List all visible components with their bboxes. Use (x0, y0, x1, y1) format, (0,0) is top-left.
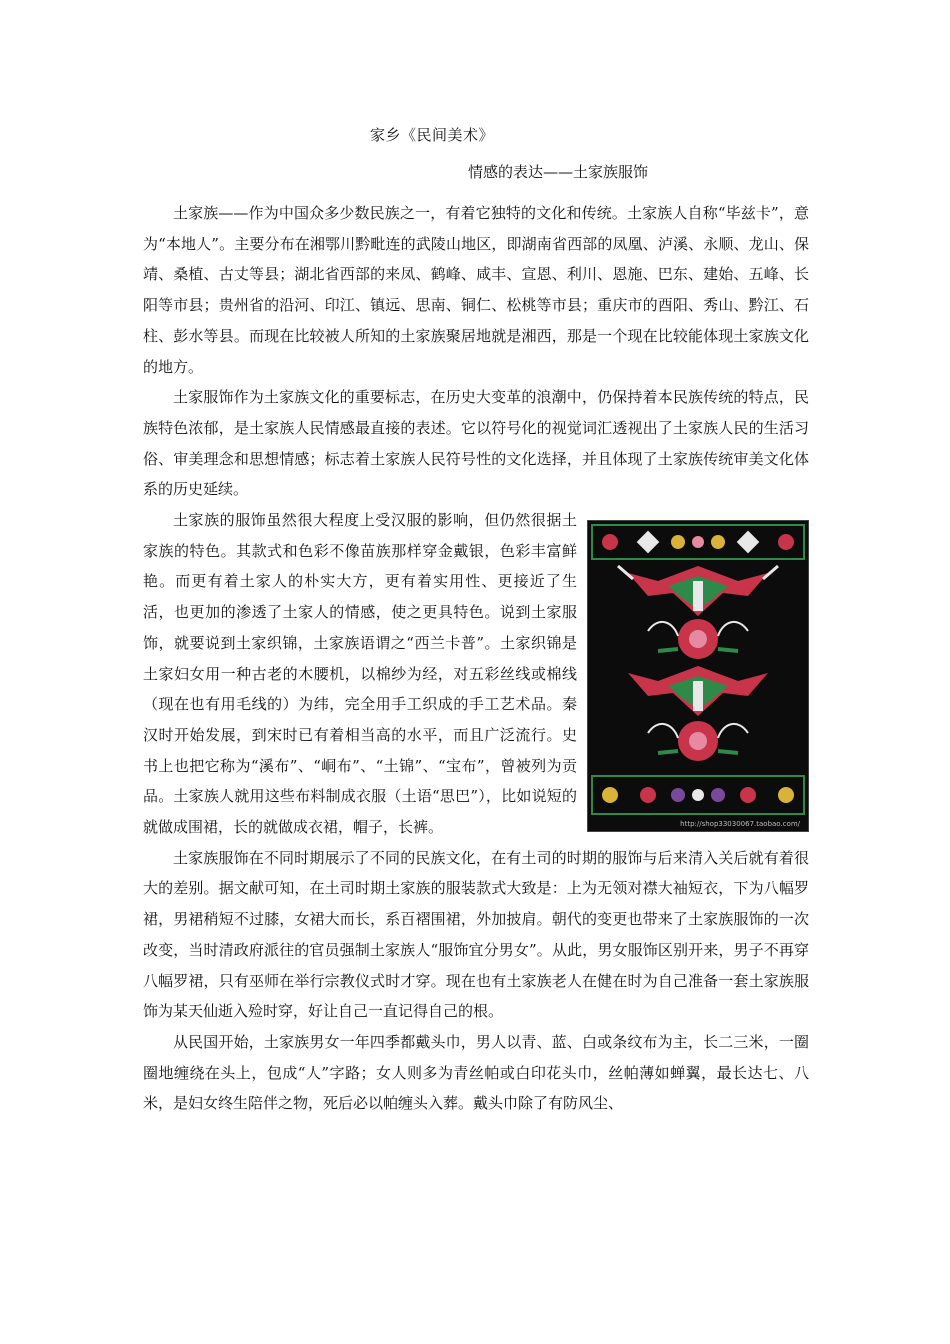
brocade-pattern-graphic (588, 521, 808, 831)
document-title: 家乡《民间美术》 (370, 126, 495, 144)
paragraph-3: 土家族的服饰虽然很大程度上受汉服的影响，但仍然很据土家族的特色。其款式和色彩不像苗族那样穿金戴银，色彩丰富鲜艳。而更有着土家人的朴实大方，更有着实用性、更接近了生活，也更加的渗透了土家人的情感，使之更具特色。说到土家服饰，就要说到土家织锦，土家族语谓之“西兰卡普”。土家织锦是土家妇女用一种古老的木腰机，以棉纱为经，对五彩丝线或棉线（现在也有用毛线的）为纬，完全用手工织成的手工艺术品。秦汉时开始发展，到宋时已有着相当高的水平，而且广泛流行。史书上也把它称为“溪布”、“峒布”、“土锦”、“宝布”，曾被列为贡品。土家族人就用这些布料制成衣服（土语“思巴”），比如说短的就做成围裙，长的就做成衣裙，帽子，长裤。 (143, 511, 577, 837)
paragraph-1: 土家族——作为中国众多少数民族之一，有着它独特的文化和传统。土家族人自称“毕兹卡”，意为“本地人”。主要分布在湘鄂川黔毗连的武陵山地区，即湖南省西部的凤凰、泸溪、永顺、龙山、保靖、桑植、古丈等县；湖北省西部的来凤、鹤峰、咸丰、宣恩、利川、恩施、巴东、建始、五峰、长阳等市县；贵州省的沿河、印江、镇远、思南、铜仁、松桃等市县；重庆市的酉阳、秀山、黔江、石柱、彭水等县。而现在比较被人所知的土家族聚居地就是湘西，那是一个现在比较能体现土家族文化的地方。 (143, 204, 809, 376)
paragraph-4: 土家族服饰在不同时期展示了不同的民族文化，在有土司的时期的服饰与后来清入关后就有着很大的差别。据文献可知，在土司时期土家族的服装款式大致是：上为无领对襟大袖短衣，下为八幅罗裙，男裙稍短不过膝，女裙大而长，系百褶围裙，外加披肩。朝代的变更也带来了土家族服饰的一次改变，当时清政府派往的官员强制土家族人“服饰宜分男女”。从此，男女服饰区别开来，男子不再穿八幅罗裙，只有巫师在举行宗教仪式时才穿。现在也有土家族老人在健在时为自己准备一套土家族服饰为某天仙逝入殓时穿，好让自己一直记得自己的根。 (143, 848, 809, 1021)
paragraph-2: 土家服饰作为土家族文化的重要标志，在历史大变革的浪潮中，仍保持着本民族传统的特点，民族特色浓郁，是土家族人民情感最直接的表述。它以符号化的视觉词汇透视出了土家族人民的生活习俗、审美理念和思想情感；标志着土家族人民符号性的文化选择，并且体现了土家族传统审美文化体系的历史延续。 (143, 388, 809, 499)
watermark-text: http://shop33030067.taobao.com/ (680, 820, 800, 829)
brocade-image (587, 520, 809, 832)
document-subtitle: 情感的表达——土家族服饰 (468, 163, 649, 181)
document-body (143, 198, 809, 1119)
paragraph-5: 从民国开始，土家族男女一年四季都戴头巾，男人以青、蓝、白或条纹布为主，长二三米，一圈圈地缠绕在头上，包成“人”字路；女人则多为青丝帕或白印花头巾，丝帕薄如蝉翼，最长达七、八米，是妇女终生陪伴之物，死后必以帕缠头入葬。戴头巾除了有防风尘、 (143, 1032, 809, 1113)
